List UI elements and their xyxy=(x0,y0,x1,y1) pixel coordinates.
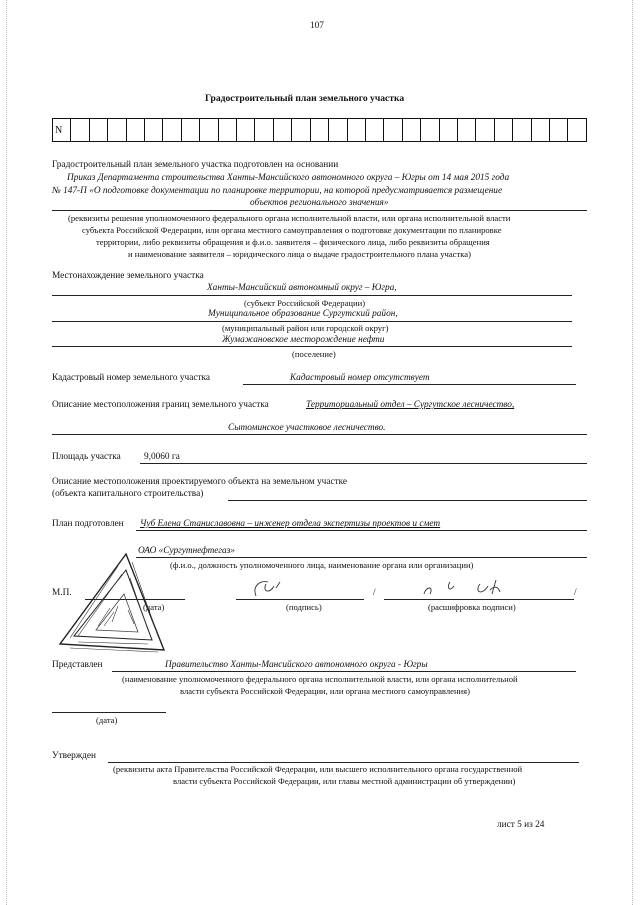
basis-note-3: территории, либо реквизиты обращения и ф.и.о. заявителя – физического лица, либо реквизиты обращения xyxy=(96,237,490,247)
grid-cell xyxy=(421,119,439,141)
plan-number-grid xyxy=(52,118,587,142)
boundaries-value-1: Территориальный отдел – Сургутское лесничество, xyxy=(306,400,515,410)
basis-line-3: объектов регионального значения» xyxy=(250,198,389,208)
signature-note: (подпись) xyxy=(286,602,322,612)
grid-cell xyxy=(274,119,292,141)
grid-cell xyxy=(476,119,494,141)
grid-cell xyxy=(550,119,568,141)
slash-1: / xyxy=(373,588,376,598)
grid-cell xyxy=(532,119,550,141)
decode-scribble xyxy=(420,576,520,600)
presented-label: Представлен xyxy=(52,660,103,670)
boundaries-line xyxy=(52,434,587,435)
grid-cell xyxy=(458,119,476,141)
grid-cell xyxy=(495,119,513,141)
presented-line xyxy=(112,671,576,672)
cadastral-value: Кадастровый номер отсутствует xyxy=(290,373,430,383)
decode-note: (расшифровка подписи) xyxy=(428,602,516,612)
page-number: 107 xyxy=(310,21,324,31)
grid-cell xyxy=(71,119,89,141)
grid-cell xyxy=(219,119,237,141)
basis-intro: Градостроительный план земельного участка подготовлен на основании xyxy=(52,160,339,170)
presented-value: Правительство Ханты-Мансийского автономного округа - Югры xyxy=(165,660,428,670)
grid-cell xyxy=(384,119,402,141)
grid-cell xyxy=(440,119,458,141)
grid-cell xyxy=(311,119,329,141)
boundaries-value-2: Сытоминское участковое лесничество. xyxy=(228,423,386,433)
sheet-number: лист 5 из 24 xyxy=(497,820,545,830)
prepared-org-line xyxy=(136,557,587,558)
grid-cell xyxy=(513,119,531,141)
location-municipal-note: (муниципальный район или городской округ) xyxy=(222,323,389,333)
basis-line-1: Приказ Департамента строительства Ханты-Мансийского автономного округа – Югры от 14 мая 2015 года xyxy=(67,173,510,183)
grid-label-cell: N xyxy=(53,119,71,141)
presented-note-2: власти субъекта Российской Федерации, или органа местного самоуправления) xyxy=(180,686,470,696)
cadastral-label: Кадастровый номер земельного участка xyxy=(52,373,211,383)
object-line-1: Описание местоположения проектируемого объекта на земельном участке xyxy=(52,477,348,487)
grid-cell xyxy=(329,119,347,141)
company-stamp xyxy=(56,548,168,658)
grid-cell xyxy=(366,119,384,141)
prepared-note: (ф.и.о., должность уполномоченного лица, наименование органа или организации) xyxy=(170,560,474,570)
object-line-2: (объекта капитального строительства) xyxy=(52,489,204,499)
approved-line xyxy=(108,762,579,763)
object-underline xyxy=(228,500,587,501)
basis-line-2: № 147-П «О подготовке документации по планировке территории, на которой предусматривается размещение xyxy=(52,186,503,196)
grid-cell xyxy=(568,119,585,141)
area-value: 9,0060 га xyxy=(144,452,180,462)
basis-note-4: и наименование заявителя – юридического лица о выдаче градостроительного плана участка) xyxy=(128,249,471,259)
location-settlement: Жумажановское месторождение нефти xyxy=(222,335,385,345)
grid-cell xyxy=(127,119,145,141)
page-title: Градостроительный план земельного участка xyxy=(205,93,405,104)
presented-date-note: (дата) xyxy=(96,715,118,725)
grid-cell xyxy=(90,119,108,141)
grid-cell xyxy=(237,119,255,141)
grid-cell xyxy=(348,119,366,141)
area-label: Площадь участка xyxy=(52,452,121,462)
location-subject-note: (субъект Российской Федерации) xyxy=(244,298,366,308)
location-municipal: Муниципальное образование Сургутский район, xyxy=(208,309,398,319)
prepared-line xyxy=(136,530,587,531)
grid-cell xyxy=(182,119,200,141)
grid-cell xyxy=(145,119,163,141)
grid-cell xyxy=(108,119,126,141)
area-line xyxy=(140,463,587,464)
scan-edge-right xyxy=(632,0,633,905)
prepared-label: План подготовлен xyxy=(52,519,124,529)
location-subject-line xyxy=(52,295,572,296)
scan-edge-left xyxy=(6,0,7,905)
location-subject: Ханты-Мансийский автономный округ – Югра, xyxy=(207,283,397,293)
basis-note-2: субъекта Российской Федерации, или органа местного самоуправления о подготовке документации по планировке xyxy=(82,225,502,235)
location-settlement-line xyxy=(52,346,572,347)
slash-2: / xyxy=(574,588,577,598)
grid-cell xyxy=(200,119,218,141)
presented-date-line xyxy=(52,712,166,713)
cadastral-line xyxy=(243,384,576,385)
basis-note-1: (реквизиты решения уполномоченного федерального органа исполнительной власти, или органа исполнительной власти xyxy=(68,213,511,223)
signature-scribble xyxy=(250,578,290,600)
location-settlement-note: (поселение) xyxy=(292,349,336,359)
grid-cell xyxy=(403,119,421,141)
grid-cell xyxy=(292,119,310,141)
date-note: (дата) xyxy=(143,602,165,612)
presented-note-1: (наименование уполномоченного федерального органа исполнительной власти, или органа исполнительной xyxy=(122,674,518,684)
mp-label: М.П. xyxy=(52,588,72,598)
boundaries-label: Описание местоположения границ земельного участка xyxy=(52,400,269,410)
location-municipal-line xyxy=(52,321,572,322)
basis-underline xyxy=(52,210,587,211)
approved-label: Утвержден xyxy=(52,751,97,761)
approved-note-2: власти субъекта Российской Федерации, или главы местной администрации об утверждении) xyxy=(173,776,516,786)
prepared-value: Чуб Елена Станиславовна – инженер отдела экспертизы проектов и смет xyxy=(140,519,441,529)
grid-cell xyxy=(255,119,273,141)
prepared-org: ОАО «Сургутнефтегаз» xyxy=(138,546,235,556)
grid-cell xyxy=(163,119,181,141)
location-label: Местонахождение земельного участка xyxy=(52,271,204,281)
approved-note-1: (реквизиты акта Правительства Российской Федерации, или высшего исполнительного органа государственной xyxy=(113,764,523,774)
